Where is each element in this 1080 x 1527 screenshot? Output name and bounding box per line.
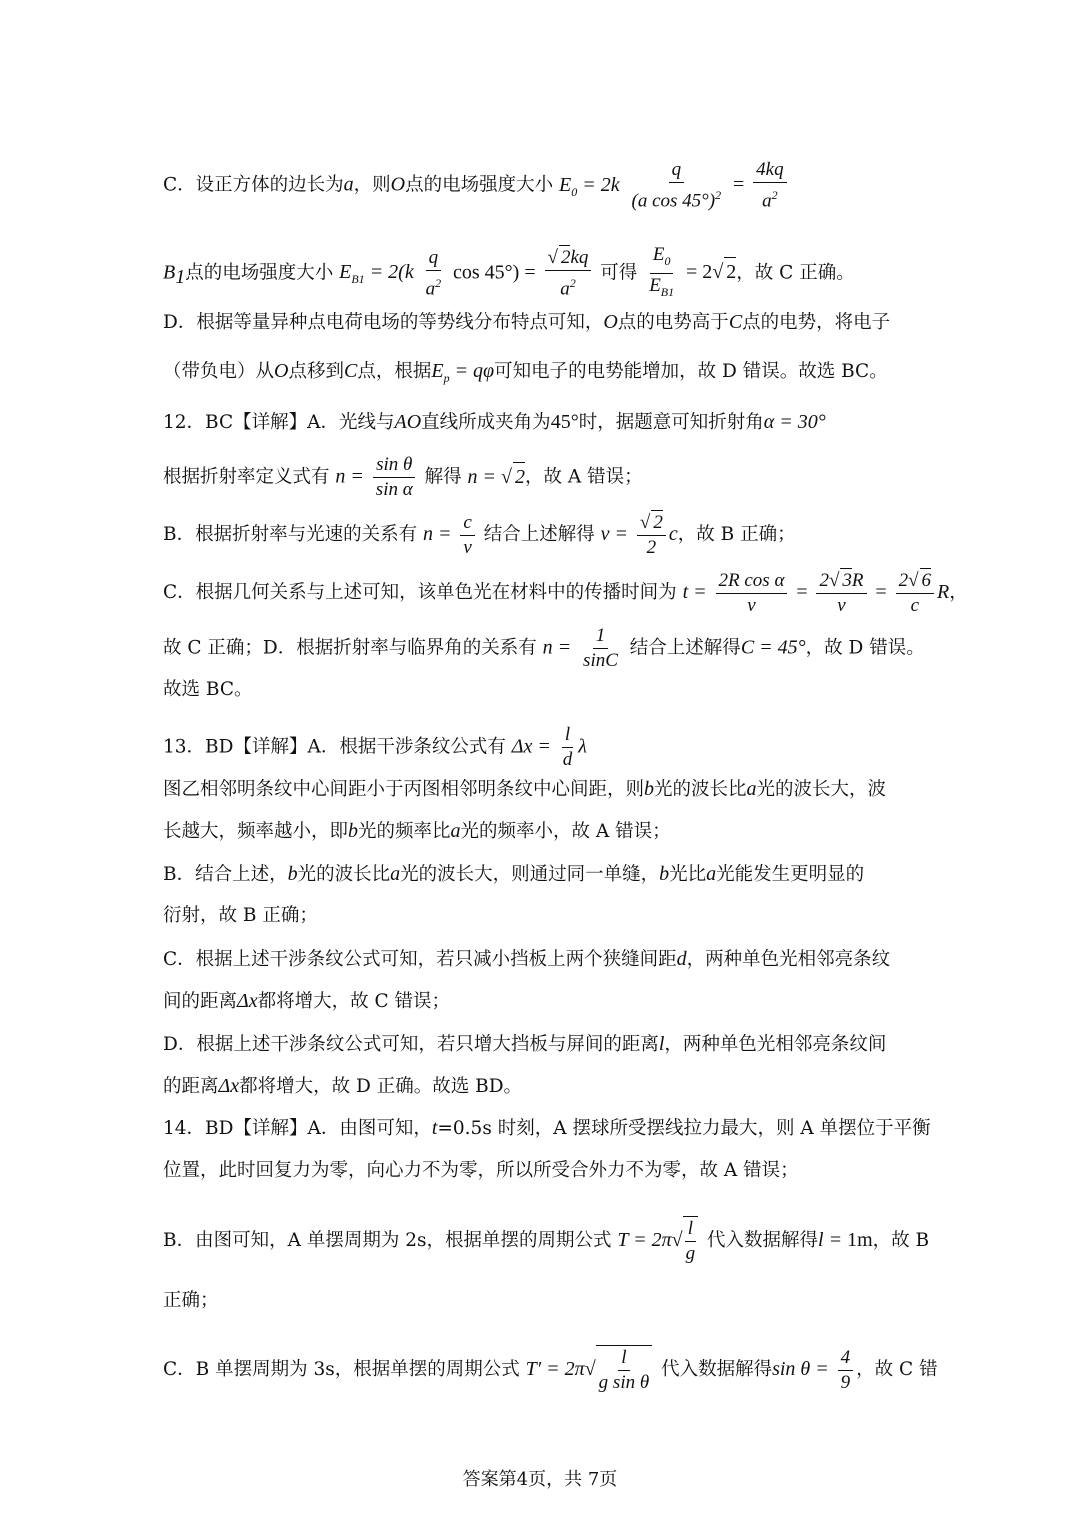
line-13-d2: 的距离Δx都将增大，故 D 正确。故选 BD。 <box>163 1075 523 1097</box>
frac-q-over-acos45: $\frac{q}{(a \cos 45^\circ)^2}$ <box>631 159 722 212</box>
line-13-a2: 长越大，频率越小，即b光的频率比a光的频率小，故 A 错误； <box>163 820 671 842</box>
line-13-b2: 衍射，故 B 正确； <box>163 905 318 926</box>
line-12-refraction-index: 根据折射率定义式有 n = $\frac{\text{sin θ}}{\text{sin α}}$ 解得 n = √ 2，故 A 错误； <box>163 454 643 500</box>
line-13-b1: B．结合上述，b光的波长比a光的波长大，则通过同一单缝，b光比a光能发生更明显的 <box>163 863 865 885</box>
line-d-potential: D．根据等量异种点电荷电场的等势线分布特点可知，O点的电势高于C点的电势，将电子 <box>163 311 891 333</box>
line-13-header: 13．BD【详解】A．根据干涉条纹公式有 Δx = $\frac{l}{d}$ λ <box>163 724 587 770</box>
line-d-electron: （带负电）从O点移到C点，根据$E_p = q\varphi$可知电子的电势能增加，故 D 错误。故选 BC。 <box>163 360 888 385</box>
line-12-d: 故 C 正确；D．根据折射率与临界角的关系有 n = $\frac{1}{\sin C}$ 结合上述解得C = 45°，故 D 错误。 <box>163 625 925 671</box>
line-14-b2: 正确； <box>163 1290 219 1311</box>
line-12-select: 故选 BC。 <box>163 679 253 700</box>
line-12-b: B．根据折射率与光速的关系有 n = $\frac{c}{v}$ 结合上述解得 v = $\frac{√ 2}{2}$ c，故 B 正确； <box>163 511 796 558</box>
line-b1-field-strength: $B_1$点的电场强度大小 $E_{B1} = 2(k$ $\frac{q}{a^2}$ cos 45°) = $\frac{√ 2kq}{a^2}$ 可得 $\frac{E_0}{E_{B1}}$ = 2√ 2，故 C 正确。 <box>163 244 855 300</box>
line-c-field-strength: C．设正方体的边长为a，则O点的电场强度大小 $E_0 = 2k$ $\frac{q}{(a \cos 45^\circ)^2}$ = $\frac{4kq}{a^2}$ <box>163 158 930 213</box>
page-footer: 答案第4页，共 7页 <box>462 1469 618 1490</box>
line-12-header: 12．BC【详解】A．光线与AO直线所成夹角为45°时，据题意可知折射角α = 30° <box>163 411 826 433</box>
frac-4kq-over-a2: $\frac{4kq}{a^2}$ <box>753 158 786 213</box>
formula-eb1: $E_{B1} = 2(k$ <box>339 261 414 287</box>
line-14-c: C．B 单摆周期为 3s，根据单摆的周期公式 T′ = 2π√ $\frac{l}{\text{g sin θ}}$ 代入数据解得sin θ = $\frac{4}{9}$ ，故 C 错 <box>163 1346 938 1393</box>
formula-ep: $E_p = q\varphi$ <box>431 360 495 385</box>
line-14-a: 位置，此时回复力为零，向心力不为零，所以所受合外力不为零，故 A 错误； <box>163 1160 799 1181</box>
line-13-c2: 间的距离Δx都将增大，故 C 错误； <box>163 990 451 1012</box>
line-13-c1: C．根据上述干涉条纹公式可知，若只减小挡板上两个狭缝间距d，两种单色光相邻亮条纹 <box>163 948 891 970</box>
line-14-b1: B．由图可知，A 单摆周期为 2s，根据单摆的周期公式 T = 2π√ $\frac{l}{g}$ 代入数据解得l = 1m，故 B <box>163 1218 930 1264</box>
line-13-d1: D．根据上述干涉条纹公式可知，若只增大挡板与屏间的距离l，两种单色光相邻亮条纹间 <box>163 1033 887 1055</box>
line-12-c: C．根据几何关系与上述可知，该单色光在材料中的传播时间为 t = $\frac{\text{2R cos α}}{v}$ = $\frac{2√ 3R}{v}$ = $\frac{2√ 6}{c}$ R， <box>163 569 968 616</box>
line-14-header: 14．BD【详解】A．由图可知，t=0.5s 时刻，A 摆球所受摆线拉力最大，则 A 单摆位于平衡 <box>163 1117 931 1139</box>
formula-e0: $E_0 = 2k$ <box>559 173 620 199</box>
line-13-a1: 图乙相邻明条纹中心间距小于丙图相邻明条纹中心间距，则b光的波长比a光的波长大，波 <box>163 778 887 800</box>
